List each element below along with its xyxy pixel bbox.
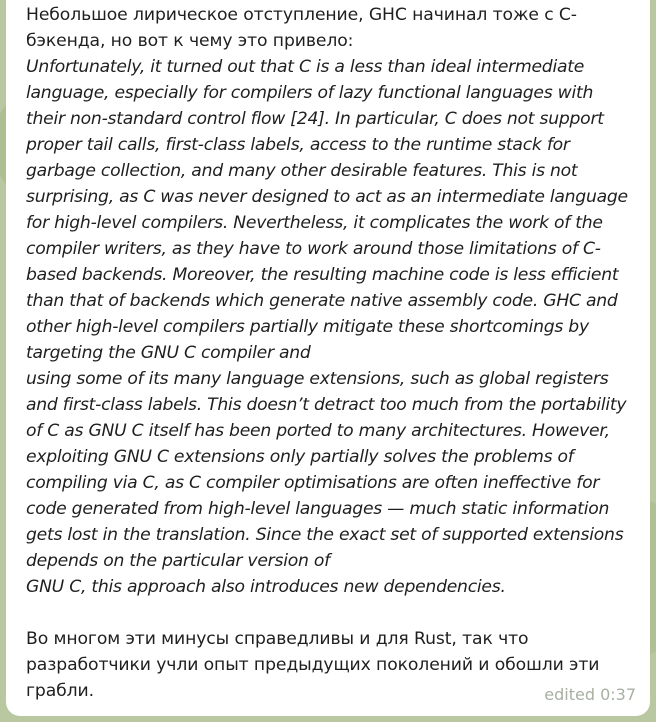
message-outro-line: разработчики учли опыт предыдущих поколений и обошли эти xyxy=(26,655,600,675)
message-intro-line: бэкенда, но вот к чему это привело: xyxy=(26,31,354,51)
quoted-paper-excerpt xyxy=(26,54,636,600)
quote-line: for high-level compilers. Nevertheless, it complicates the work of the xyxy=(26,213,603,233)
message-meta xyxy=(544,685,636,704)
quote-line: surprising, as C was never designed to act as an intermediate language xyxy=(26,187,628,207)
quote-line: of C as GNU C itself has been ported to many architectures. However, xyxy=(26,421,610,441)
quote-line: and first-class labels. This doesn’t detract too much from the portability xyxy=(26,395,627,415)
message-time: 0:37 xyxy=(600,685,636,704)
quote-line: Unfortunately, it turned out that C is a less than ideal intermediate xyxy=(26,57,585,77)
quote-line: based backends. Moreover, the resulting machine code is less efficient xyxy=(26,265,619,285)
message-intro-line: Небольшое лирическое отступление, GHC начинал тоже с C- xyxy=(26,5,577,25)
paragraph-spacer xyxy=(26,600,636,626)
quote-line: using some of its many language extensions, such as global registers xyxy=(26,369,609,389)
quote-line: proper tail calls, first-class labels, access to the runtime stack for xyxy=(26,135,570,155)
edited-label: edited xyxy=(544,685,595,704)
quote-line: than that of backends which generate native assembly code. GHC and xyxy=(26,291,618,311)
quote-line: GNU C, this approach also introduces new dependencies. xyxy=(26,577,506,597)
quote-line: exploiting GNU C extensions only partially solves the problems of xyxy=(26,447,574,467)
message-outro-line: грабли. xyxy=(26,681,94,701)
message-bubble[interactable] xyxy=(6,0,650,716)
quote-line: compiler writers, as they have to work around those limitations of C- xyxy=(26,239,601,259)
quote-line: gets lost in the translation. Since the exact set of supported extensions xyxy=(26,525,624,545)
quote-line: garbage collection, and many other desirable features. This is not xyxy=(26,161,578,181)
quote-line: language, especially for compilers of lazy functional languages with xyxy=(26,83,594,103)
quote-line: depends on the particular version of xyxy=(26,551,330,571)
quote-line: other high-level compilers partially mitigate these shortcomings by xyxy=(26,317,589,337)
quote-line: targeting the GNU C compiler and xyxy=(26,343,311,363)
quote-line: compiling via C, as C compiler optimisations are often ineffective for xyxy=(26,473,600,493)
quote-line: their non-standard control flow [24]. In particular, C does not support xyxy=(26,109,604,129)
message-outro-line: Во многом эти минусы справедливы и для Rust, так что xyxy=(26,629,529,649)
quote-line: code generated from high-level languages — much static information xyxy=(26,499,610,519)
